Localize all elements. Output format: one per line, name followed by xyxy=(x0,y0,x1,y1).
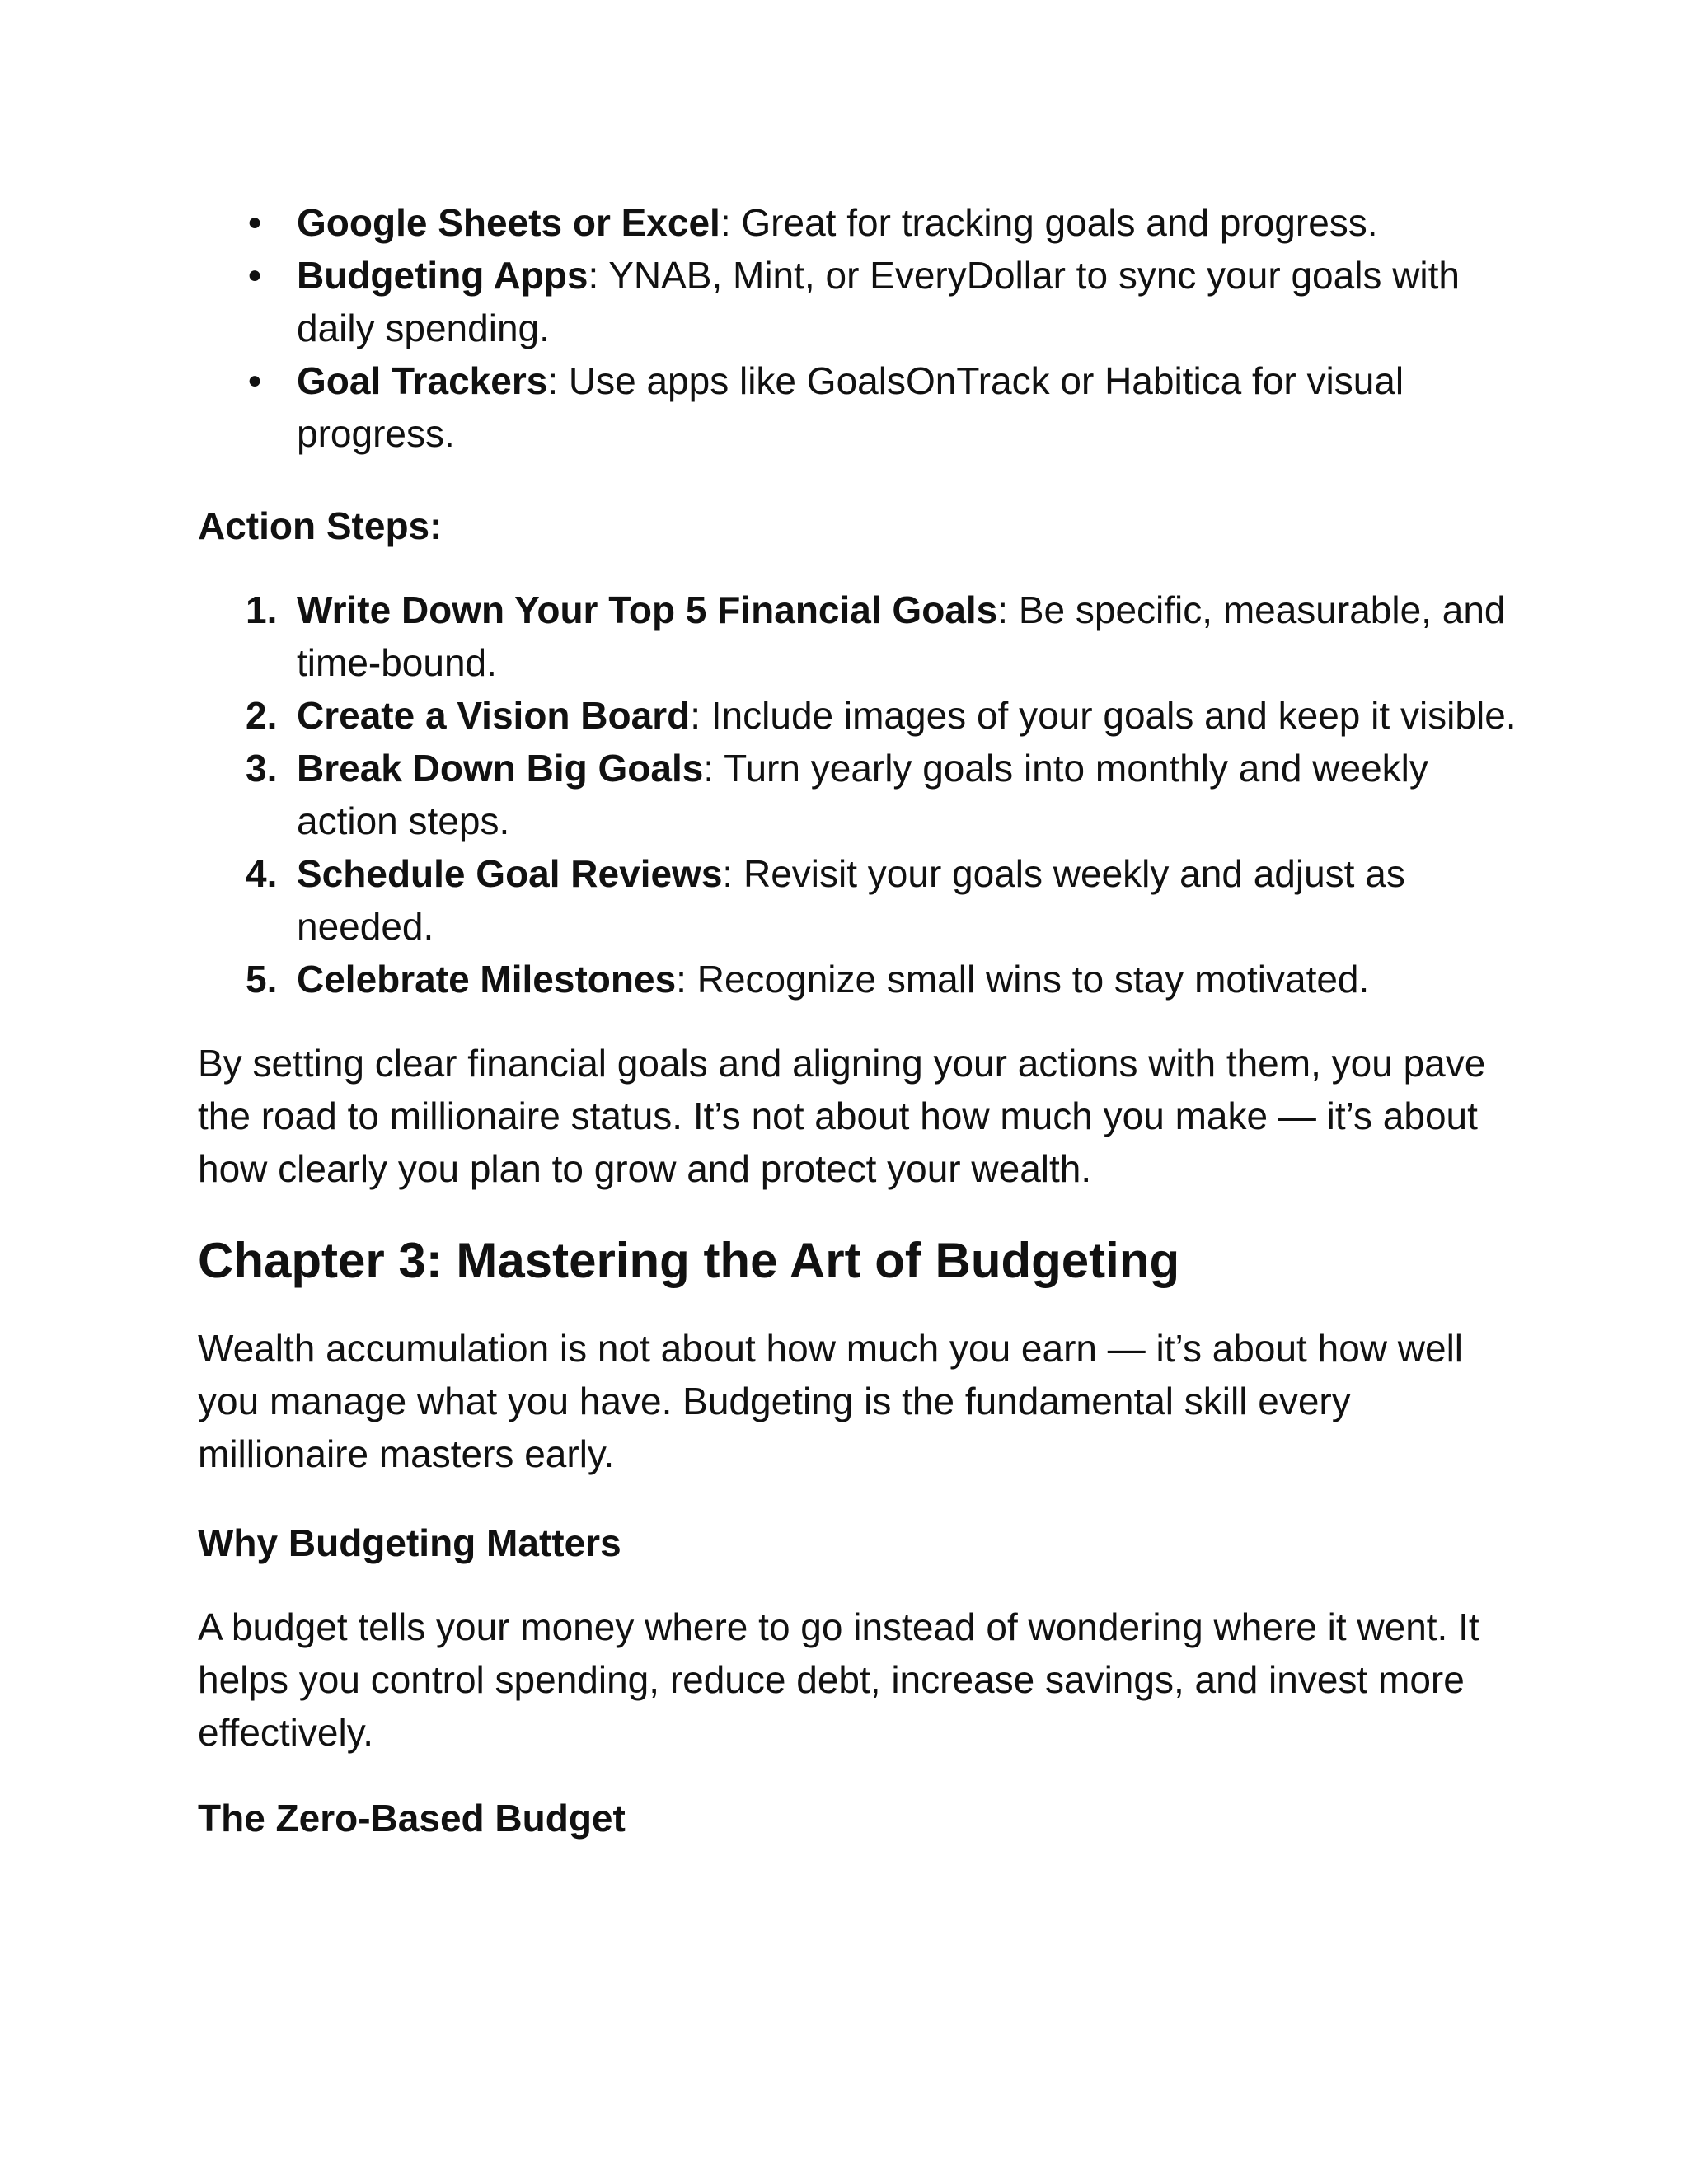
chapter-title: Chapter 3: Mastering the Art of Budgeting xyxy=(198,1233,1180,1288)
list-item-desc: : Be specific, measurable, and time-bound. xyxy=(297,588,1506,684)
why-budgeting-body: A budget tells your money where to go instead of wondering where it went. It helps you control spending, reduce debt, increase savings, and invest more effectively. xyxy=(198,1605,1479,1754)
bullet-icon: ● xyxy=(247,261,263,288)
list-item xyxy=(198,689,1517,742)
document-page xyxy=(198,196,1517,1844)
list-number: 2. xyxy=(246,694,278,737)
list-number: 4. xyxy=(246,852,278,895)
bullet-icon: ● xyxy=(247,367,263,394)
list-item-desc: : Great for tracking goals and progress. xyxy=(720,201,1378,244)
list-item-term: Schedule Goal Reviews xyxy=(297,852,723,895)
list-number: 5. xyxy=(246,958,278,1001)
list-item-desc: : Recognize small wins to stay motivated. xyxy=(676,958,1370,1001)
why-budgeting-heading: Why Budgeting Matters xyxy=(198,1521,621,1564)
list-item-term: Create a Vision Board xyxy=(297,694,691,737)
tools-list xyxy=(198,196,1517,460)
bullet-icon: ● xyxy=(247,209,263,236)
list-item-desc: : Include images of your goals and keep it visible. xyxy=(690,694,1517,737)
list-item-desc: : YNAB, Mint, or EveryDollar to sync your goals with daily spending. xyxy=(297,254,1460,349)
list-item-term: Goal Trackers xyxy=(297,359,548,402)
list-item-desc: : Use apps like GoalsOnTrack or Habitica for visual progress. xyxy=(297,359,1404,455)
list-item xyxy=(198,742,1517,847)
list-item-term: Google Sheets or Excel xyxy=(297,201,720,244)
zero-based-heading: The Zero-Based Budget xyxy=(198,1797,626,1840)
chapter-intro: Wealth accumulation is not about how much you earn — it’s about how well you manage what you have. Budgeting is the fundamental skill every millionaire masters early. xyxy=(198,1327,1464,1475)
action-steps-list xyxy=(198,583,1517,1005)
list-item-term: Celebrate Milestones xyxy=(297,958,677,1001)
list-item xyxy=(198,953,1517,1005)
list-item-desc: : Turn yearly goals into monthly and weekly action steps. xyxy=(297,747,1428,842)
list-item xyxy=(198,847,1517,953)
list-item-term: Budgeting Apps xyxy=(297,254,588,297)
list-item xyxy=(198,354,1517,460)
list-item xyxy=(198,196,1517,249)
action-steps-heading: Action Steps: xyxy=(198,504,443,547)
list-item-term: Break Down Big Goals xyxy=(297,747,704,790)
list-number: 3. xyxy=(246,747,278,790)
list-item-term: Write Down Your Top 5 Financial Goals xyxy=(297,588,998,631)
list-item xyxy=(198,583,1517,689)
list-item-desc: : Revisit your goals weekly and adjust as needed. xyxy=(297,852,1405,948)
closing-paragraph: By setting clear financial goals and aligning your actions with them, you pave the road to millionaire status. It’s not about how much you make — it’s about how clearly you plan to grow and protect your wealth. xyxy=(198,1042,1486,1190)
list-number: 1. xyxy=(246,588,278,631)
list-item xyxy=(198,249,1517,354)
